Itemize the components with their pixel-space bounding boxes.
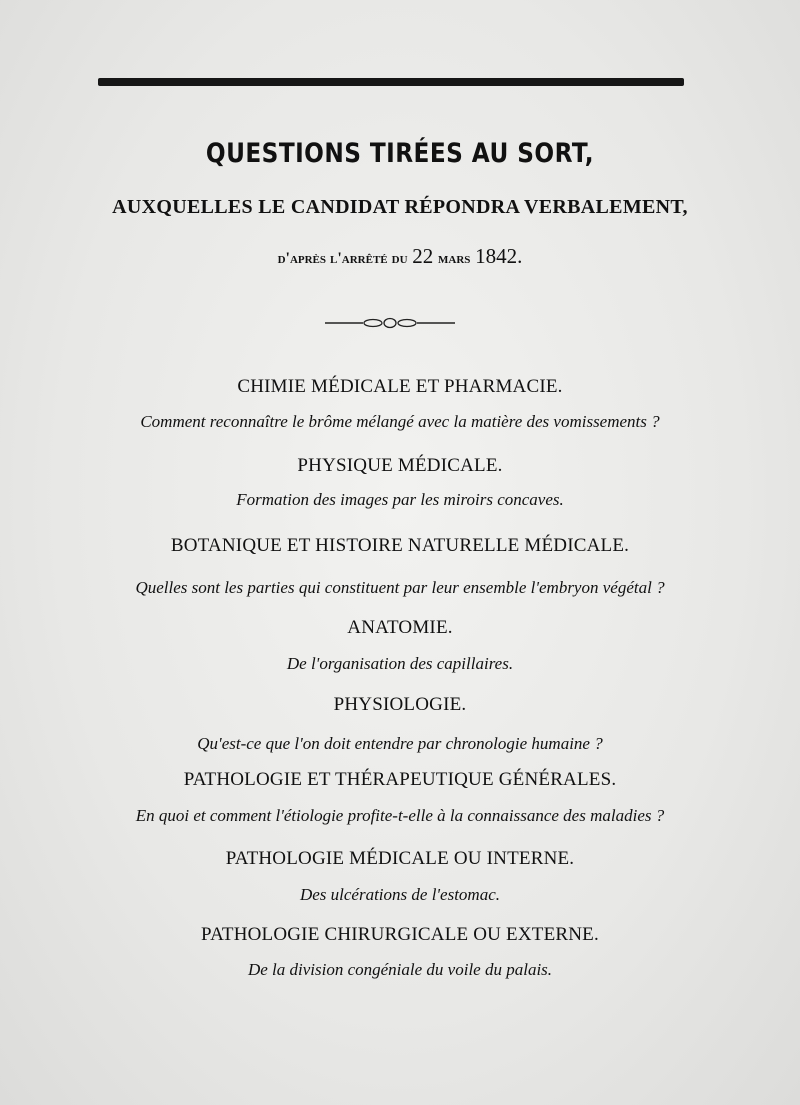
section-question: Des ulcérations de l'estomac. — [299, 885, 501, 904]
decree-line — [0, 244, 800, 269]
section-question: De la division congéniale du voile du palais. — [247, 960, 553, 979]
decree-year: 1842. — [475, 244, 523, 268]
top-rule — [98, 78, 684, 86]
section-question: Quelles sont les parties qui constituent par leur ensemble l'embryon végétal ? — [135, 578, 665, 597]
decree-month: mars — [438, 250, 471, 267]
section-question: Comment reconnaître le brôme mélangé avec la matière des vomissements ? — [140, 412, 660, 431]
page-title: QUESTIONS TIRÉES AU SORT, — [205, 138, 595, 169]
ornament-divider — [325, 314, 455, 332]
decree-prefix: d'après l'arrêté du — [277, 250, 408, 267]
section-question: De l'organisation des capillaires. — [286, 654, 514, 673]
page-subtitle: AUXQUELLES LE CANDIDAT RÉPONDRA VERBALEMENT, — [112, 196, 688, 218]
section-question: En quoi et comment l'étiologie profite-t-elle à la connaissance des maladies ? — [135, 806, 665, 825]
section-heading: PHYSIOLOGIE. — [333, 694, 467, 715]
section-question: Formation des images par les miroirs concaves. — [236, 490, 564, 509]
section-heading: PATHOLOGIE MÉDICALE OU INTERNE. — [225, 848, 575, 869]
section-heading: ANATOMIE. — [347, 617, 453, 638]
section-question: Qu'est-ce que l'on doit entendre par chronologie humaine ? — [197, 734, 603, 753]
decree-date: 22 — [412, 244, 434, 268]
section-heading: BOTANIQUE ET HISTOIRE NATURELLE MÉDICALE. — [170, 535, 630, 556]
section-heading: PATHOLOGIE CHIRURGICALE OU EXTERNE. — [201, 924, 599, 945]
section-heading: PATHOLOGIE ET THÉRAPEUTIQUE GÉNÉRALES. — [183, 769, 617, 790]
section-heading: PHYSIQUE MÉDICALE. — [297, 455, 503, 476]
section-heading: CHIMIE MÉDICALE ET PHARMACIE. — [237, 376, 563, 397]
